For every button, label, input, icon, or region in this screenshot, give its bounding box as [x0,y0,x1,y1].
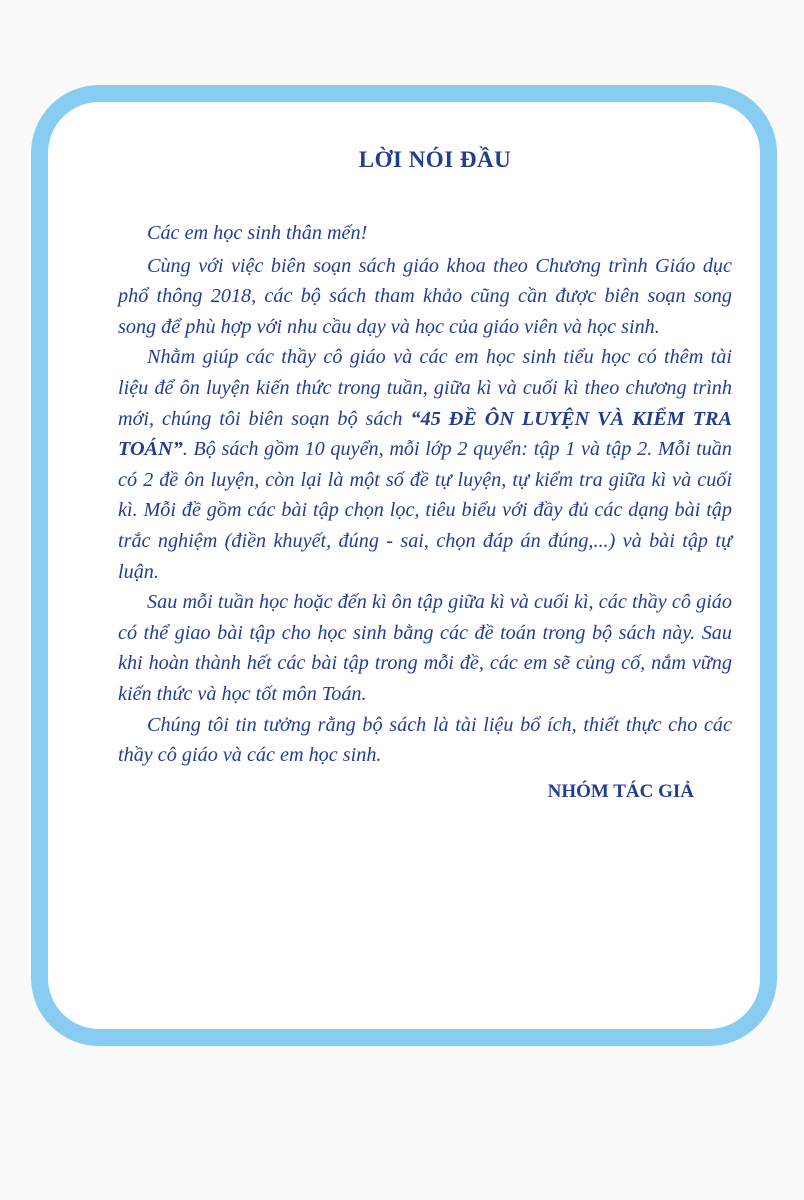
page-title: LỜI NÓI ĐẦU [358,147,512,172]
paragraph-2 [118,342,732,587]
signature: NHÓM TÁC GIẢ [547,780,694,802]
book-title: “45 ĐỀ ÔN LUYỆN VÀ KIỂM TRA TOÁN” [118,407,732,461]
preface-body [118,218,732,807]
paragraph-4: Chúng tôi tin tưởng rằng bộ sách là tài liệu bổ ích, thiết thực cho các thầy cô giáo và các em học sinh. [118,713,732,767]
paragraph-3: Sau mỗi tuần học hoặc đến kì ôn tập giữa kì và cuối kì, các thầy cô giáo có thể giao bài tập cho học sinh bằng các đề toán trong bộ sách này. Sau khi hoàn thành hết các bài tập trong mỗi đề, các em sẽ củng cố, nắm vững kiến thức và học tốt môn Toán. [118,591,732,705]
paragraph-1: Cùng với việc biên soạn sách giáo khoa theo Chương trình Giáo dục phổ thông 2018, các bộ sách tham khảo cũng cần được biên soạn song song để phù hợp với nhu cầu dạy và học của giáo viên và học sinh. [118,254,732,338]
greeting: Các em học sinh thân mến! [147,222,368,244]
paragraph-2-intro: Nhằm giúp các thầy cô giáo và các em học sinh tiểu học có thêm tài liệu để ôn luyện kiến thức trong tuần, giữa kì và cuối kì theo chương trình mới, chúng tôi biên soạn bộ sách [118,346,732,430]
paragraph-2-rest: . Bộ sách gồm 10 quyển, mỗi lớp 2 quyển: tập 1 và tập 2. Mỗi tuần có 2 đề ôn luyện, còn lại là một số đề tự luyện, tự kiểm tra giữa kì và cuối kì. Mỗi đề gồm các bài tập chọn lọc, tiêu biểu với đầy đủ các dạng bài tập trắc nghiệm (điền khuyết, đúng - sai, chọn đáp án đúng,...) và bài tập tự luận. [118,438,732,583]
preface-content [118,140,732,807]
